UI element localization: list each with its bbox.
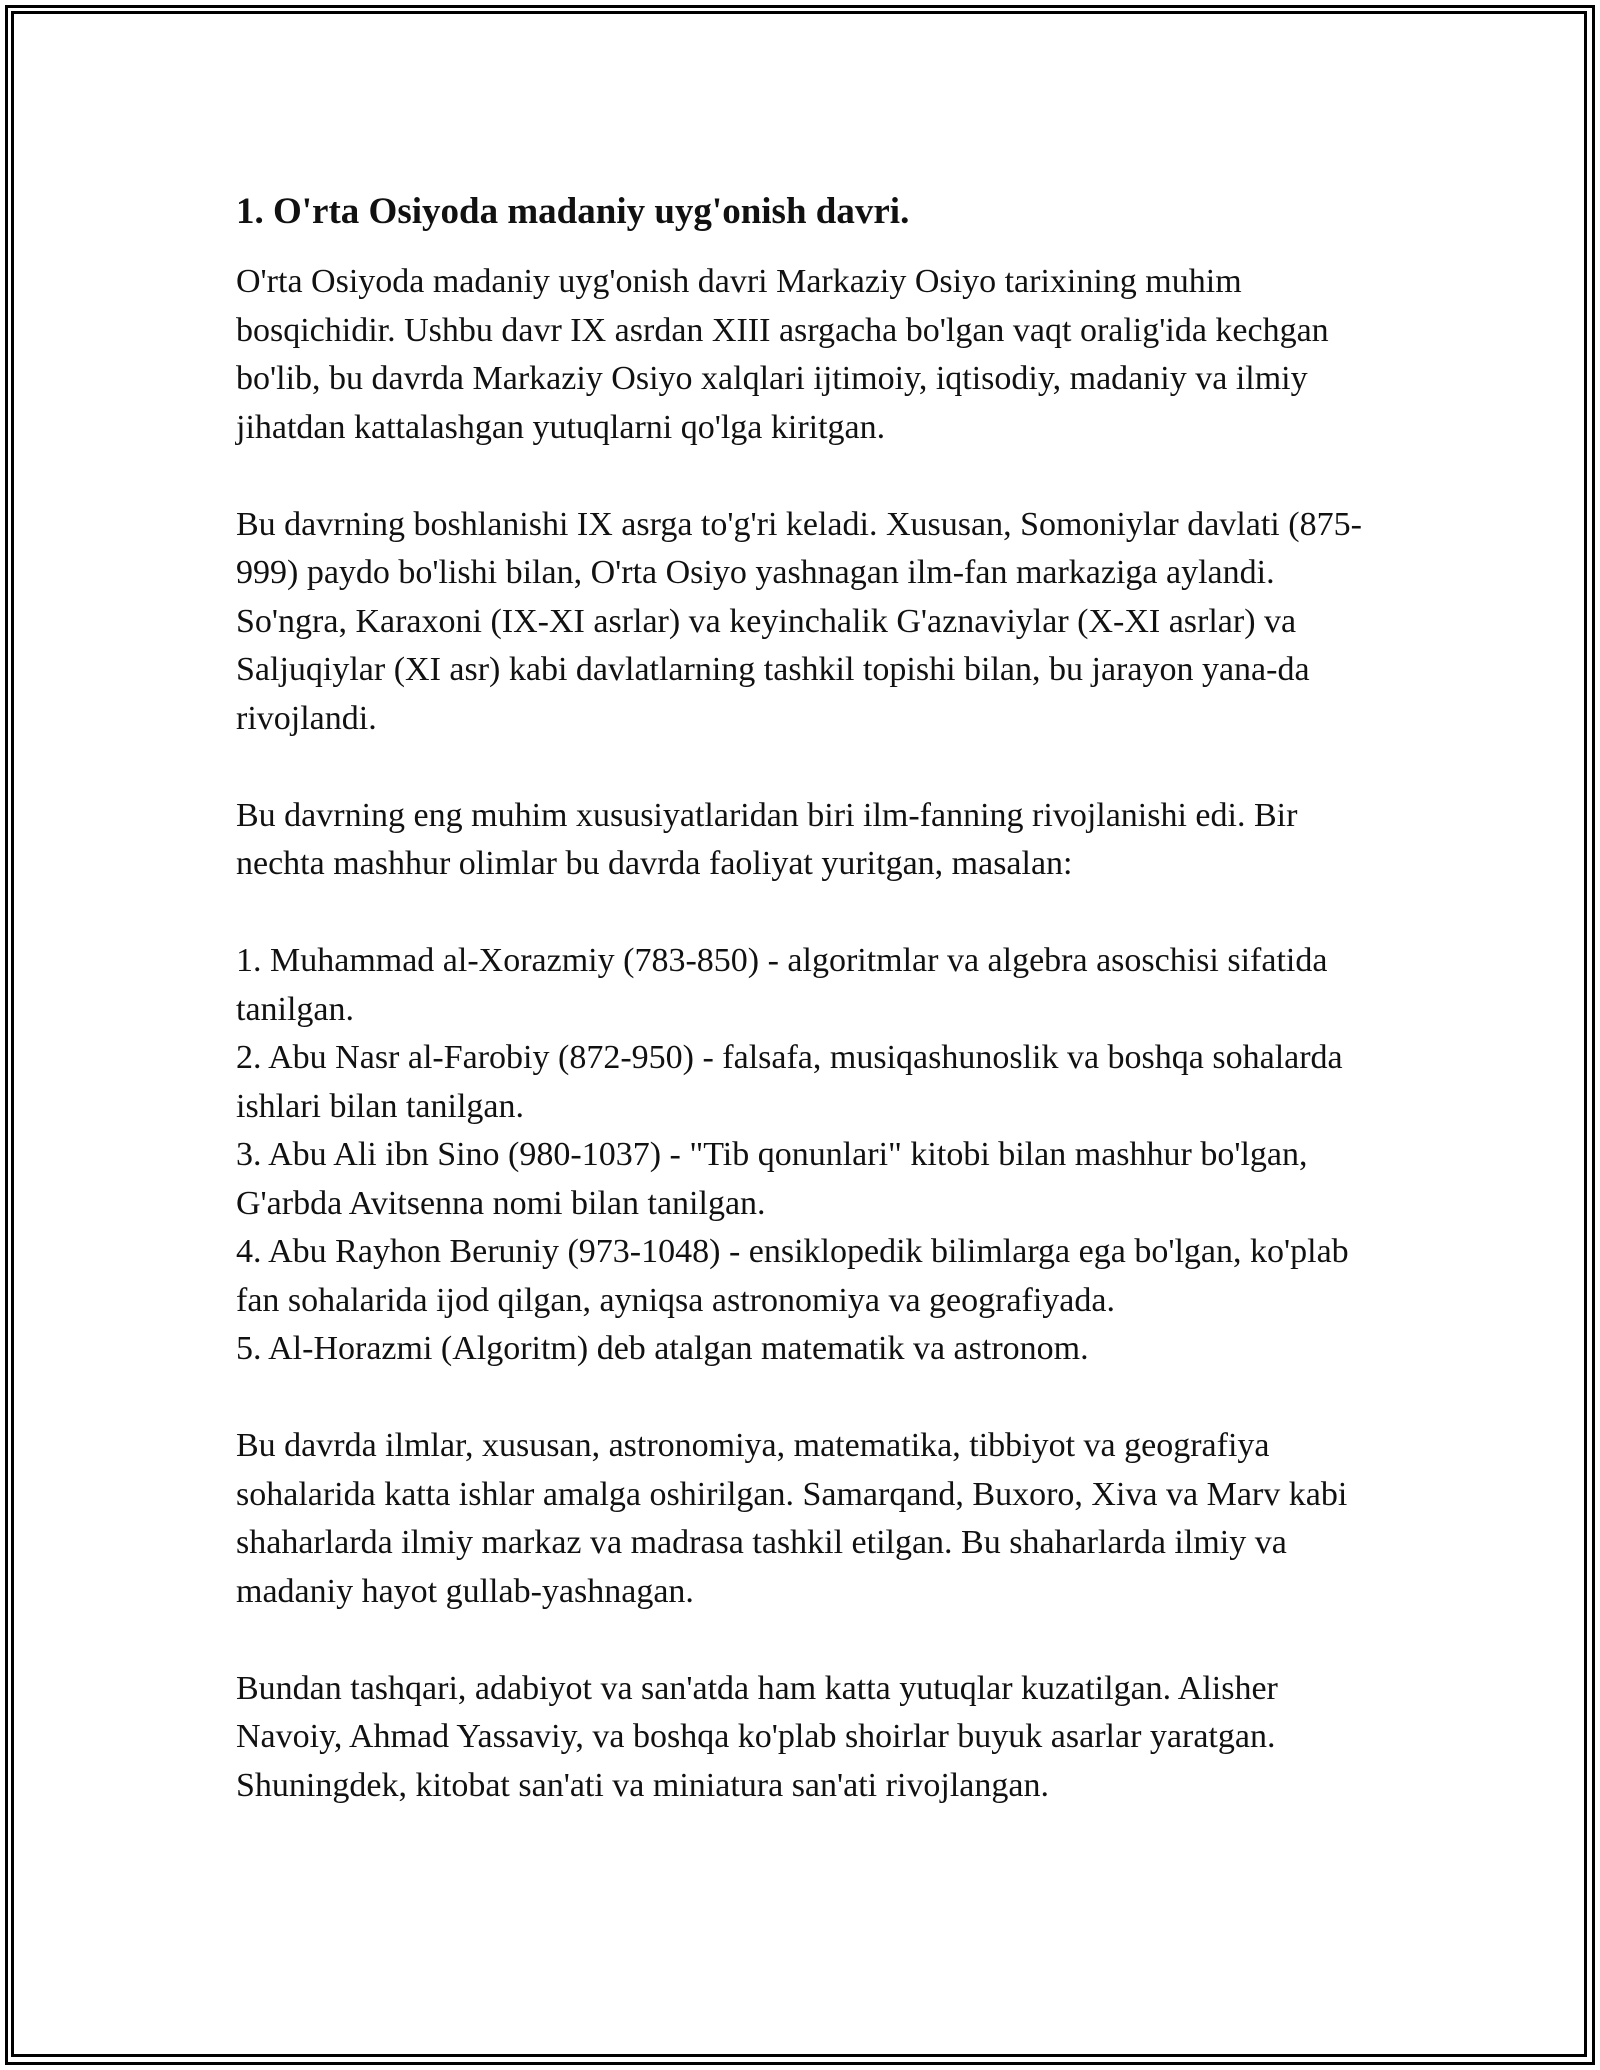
paragraph-intro: O'rta Osiyoda madaniy uyg'onish davri Markaziy Osiyo tarixining muhim bosqichidir. Ushbu davr IX asrdan XIII asrgacha bo'lgan vaqt oralig'ida kechgan bo'lib, bu davrda Markaziy Osiyo xalqlari ijtimoiy, iqtisodiy, madaniy va ilmiy jihatdan kattalashgan yutuqlarni qo'lga kiritgan. [236,263,1329,446]
list-item: 2. Abu Nasr al-Farobiy (872-950) - falsafa, musiqashunoslik va boshqa sohalarda ishlari bilan tanilgan. [236,1039,1343,1125]
paragraph-history: Bu davrning boshlanishi IX asrga to'g'ri keladi. Xususan, Somoniylar davlati (875-999) paydo bo'lishi bilan, O'rta Osiyo yashnagan ilm-fan markaziga aylandi. So'ngra, Karaxoni (IX-XI asrlar) va keyinchalik G'aznaviylar (X-XI asrlar) va Saljuqiylar (XI asr) kabi davlatlarning tashkil topishi bilan, bu jarayon yana-da rivojlandi. [236,505,1362,737]
document-title: 1. O'rta Osiyoda madaniy uyg'onish davri. [236,191,910,232]
list-item: 5. Al-Horazmi (Algoritm) deb atalgan matematik va astronom. [236,1330,1089,1367]
paragraph-literature: Bundan tashqari, adabiyot va san'atda ham katta yutuqlar kuzatilgan. Alisher Navoiy, Ahmad Yassaviy, va boshqa ko'plab shoirlar buyuk asarlar yaratgan. Shuningdek, kitobat san'ati va miniatura san'ati rivojlangan. [236,1669,1278,1804]
list-item: 4. Abu Rayhon Beruniy (973-1048) - ensiklopedik bilimlarga ega bo'lgan, ko'plab fan sohalarida ijod qilgan, ayniqsa astronomiya va geografiyada. [236,1233,1349,1319]
paragraph-cities: Bu davrda ilmlar, xususan, astronomiya, matematika, tibbiyot va geografiya sohalarida katta ishlar amalga oshirilgan. Samarqand, Buxoro, Xiva va Marv kabi shaharlarda ilmiy markaz va madrasa tashkil etilgan. Bu shaharlarda ilmiy va madaniy hayot gullab-yashnagan. [236,1427,1348,1610]
scholars-list [236,937,1376,1374]
list-item: 3. Abu Ali ibn Sino (980-1037) - "Tib qonunlari" kitobi bilan mashhur bo'lgan, G'arbda Avitsenna nomi bilan tanilgan. [236,1136,1308,1222]
list-item: 1. Muhammad al-Xorazmiy (783-850) - algoritmlar va algebra asoschisi sifatida tanilgan. [236,942,1328,1028]
paragraph-science: Bu davrning eng muhim xususiyatlaridan biri ilm-fanning rivojlanishi edi. Bir nechta mashhur olimlar bu davrda faoliyat yuritgan, masalan: [236,796,1298,882]
document-body [236,188,1376,1859]
